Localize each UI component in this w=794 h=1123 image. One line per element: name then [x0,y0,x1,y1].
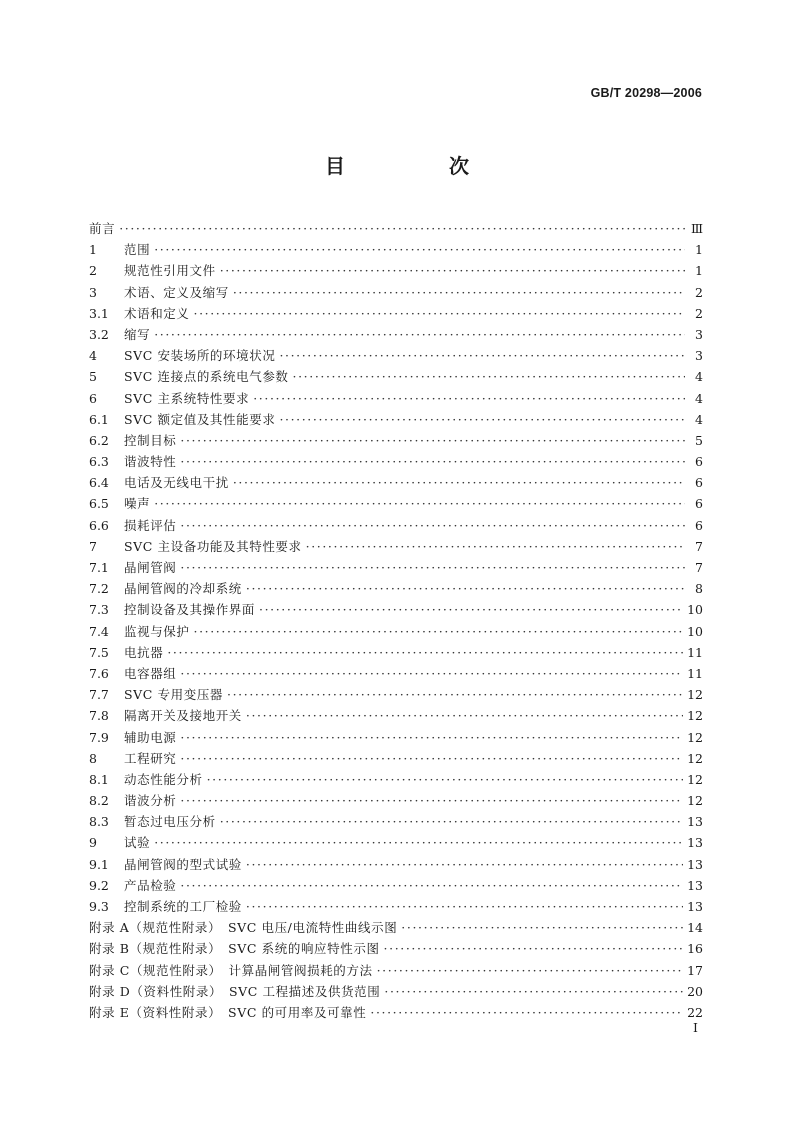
toc-dot-leader [384,938,684,959]
toc-entry-page: 12 [687,729,703,745]
toc-dot-leader [194,621,684,642]
toc-dot-leader [306,536,685,557]
table-of-contents [89,218,703,1023]
toc-entry-title: 控制目标 [124,432,177,448]
toc-dot-leader [246,896,683,917]
toc-entry[interactable] [89,960,703,981]
toc-entry-page: 11 [687,665,703,681]
toc-entry-page: 6 [695,517,703,533]
toc-entry[interactable] [89,515,703,536]
toc-dot-leader [220,811,683,832]
toc-entry-title: 产品检验 [124,877,177,893]
toc-entry-title: 术语、定义及缩写 [124,284,229,300]
toc-entry-page: 8 [695,581,703,597]
standard-code: GB/T 20298—2006 [590,86,702,100]
toc-dot-leader [384,981,683,1002]
toc-dot-leader [370,1002,683,1023]
toc-entry-number: 7.1 [89,560,109,575]
toc-entry-title: 工程研究 [124,750,177,766]
toc-entry-title: 电话及无线电干扰 [124,475,229,491]
toc-entry-number: 3.2 [89,326,109,342]
toc-entry[interactable] [89,684,703,705]
toc-dot-leader [401,917,683,938]
page-number: I [693,1020,698,1035]
toc-entry-title: 规范性引用文件 [124,263,216,279]
toc-entry[interactable] [89,621,703,642]
toc-entry[interactable] [89,663,703,684]
toc-entry[interactable] [89,218,703,239]
toc-entry-page: 13 [687,856,703,872]
toc-entry-page: 4 [695,369,703,385]
toc-entry[interactable] [89,599,703,620]
toc-entry-page: 13 [687,899,703,914]
toc-entry-title: 附录 B（规范性附录） SVC 系统的响应特性示图 [89,941,380,957]
toc-entry[interactable] [89,472,703,493]
toc-entry-page: 12 [687,771,703,787]
toc-dot-leader [220,260,685,281]
toc-entry[interactable] [89,282,703,303]
toc-entry-title: 晶闸管阀 [124,560,177,575]
toc-entry-number: 1 [89,242,97,258]
toc-entry-title: 电容器组 [124,665,177,681]
toc-entry[interactable] [89,1002,703,1023]
toc-entry[interactable] [89,409,703,430]
toc-dot-leader [246,705,683,726]
toc-entry[interactable] [89,790,703,811]
toc-entry-page: 16 [687,941,703,957]
toc-entry-title: 晶闸管阀的冷却系统 [124,581,242,597]
toc-dot-leader [180,663,683,684]
toc-entry-title: 辅助电源 [124,729,177,745]
toc-dot-leader [246,854,683,875]
toc-entry[interactable] [89,896,703,917]
toc-entry-page: 12 [687,750,703,766]
toc-entry-number: 9.3 [89,899,109,914]
toc-dot-leader [180,748,683,769]
toc-entry-title: 术语和定义 [124,305,190,321]
toc-entry-page: 22 [687,1004,703,1020]
toc-dot-leader [293,366,685,387]
toc-entry-title: 噪声 [124,496,151,512]
toc-entry-title: 试验 [124,835,151,851]
toc-entry-number: 3.1 [89,305,109,321]
toc-entry-number: 5 [89,369,97,385]
toc-entry-title: 附录 A（规范性附录） SVC 电压/电流特性曲线示图 [89,920,398,936]
toc-entry-title: SVC 主设备功能及其特性要求 [124,538,302,554]
toc-dot-leader [279,409,685,430]
toc-entry-title: 谐波特性 [124,454,177,470]
toc-entry-title: 附录 C（规范性附录） 计算晶闸管阀损耗的方法 [89,962,373,978]
toc-entry-number: 8.2 [89,793,109,809]
toc-dot-leader [154,493,685,514]
toc-entry[interactable] [89,981,703,1002]
toc-entry[interactable] [89,727,703,748]
toc-entry-title: SVC 专用变压器 [124,687,224,703]
toc-entry-title: 附录 E（资料性附录） SVC 的可用率及可靠性 [89,1004,367,1020]
toc-dot-leader [180,430,685,451]
toc-entry-number: 9 [89,835,97,851]
toc-dot-leader [180,451,685,472]
toc-entry-page: 12 [687,793,703,809]
toc-entry-page: 11 [687,644,703,660]
toc-entry-number: 6.1 [89,411,109,427]
toc-dot-leader [233,282,685,303]
toc-entry-page: 6 [695,496,703,512]
toc-entry-page: 20 [687,983,703,999]
toc-entry-title: SVC 额定值及其性能要求 [124,411,276,427]
toc-entry-title: 前言 [89,221,116,236]
toc-entry[interactable] [89,705,703,726]
toc-entry[interactable] [89,366,703,387]
toc-entry-title: 谐波分析 [124,793,177,809]
toc-entry-number: 7.8 [89,708,109,724]
toc-entry-number: 7.9 [89,729,109,745]
toc-entry-title: 范围 [124,242,151,258]
toc-entry-number: 8.1 [89,771,109,787]
toc-entry[interactable] [89,832,703,853]
toc-entry-number: 2 [89,263,97,279]
toc-entry-title: 电抗器 [124,644,164,660]
toc-entry[interactable] [89,875,703,896]
toc-entry-title: 动态性能分析 [124,771,203,787]
toc-entry-page: 1 [695,242,703,258]
toc-entry-page: 14 [687,920,703,936]
toc-entry-page: 3 [695,348,703,364]
toc-entry-number: 4 [89,348,97,364]
toc-dot-leader [180,875,683,896]
toc-entry-number: 6.5 [89,496,109,512]
toc-entry[interactable] [89,748,703,769]
toc-entry-title: 控制设备及其操作界面 [124,602,256,618]
toc-entry[interactable] [89,345,703,366]
toc-entry-title: 缩写 [124,326,151,342]
toc-entry[interactable] [89,493,703,514]
toc-entry-number: 6 [89,390,97,406]
toc-entry-page: 12 [687,708,703,724]
toc-entry-number: 7.2 [89,581,109,597]
toc-entry-number: 6.4 [89,475,109,491]
toc-dot-leader [279,345,685,366]
toc-entry-number: 7.6 [89,665,109,681]
toc-entry-page: 5 [695,432,703,448]
toc-entry[interactable] [89,303,703,324]
toc-entry[interactable] [89,642,703,663]
toc-dot-leader [154,324,685,345]
toc-entry-page: 17 [687,962,703,978]
toc-entry-page: 10 [687,623,703,639]
toc-entry-number: 7.4 [89,623,109,639]
toc-dot-leader [167,642,683,663]
toc-entry-page: 4 [695,390,703,406]
toc-dot-leader [180,557,685,578]
toc-entry[interactable] [89,854,703,875]
toc-entry-number: 6.2 [89,432,109,448]
toc-entry-number: 7.7 [89,687,109,703]
toc-entry-number: 7.5 [89,644,109,660]
toc-entry-title: 损耗评估 [124,517,177,533]
toc-dot-leader [154,239,685,260]
toc-dot-leader [233,472,685,493]
toc-entry[interactable] [89,769,703,790]
toc-entry-title: 隔离开关及接地开关 [124,708,242,724]
toc-entry-title: 附录 D（资料性附录） SVC 工程描述及供货范围 [89,983,381,999]
toc-entry[interactable] [89,324,703,345]
toc-entry[interactable] [89,811,703,832]
toc-entry-page: 2 [695,284,703,300]
toc-entry-page: 6 [695,454,703,470]
toc-entry-page: 10 [687,602,703,618]
toc-entry-page: 13 [687,835,703,851]
toc-dot-leader [180,515,685,536]
toc-entry-page: Ⅲ [690,221,703,236]
toc-entry-number: 8 [89,750,97,766]
toc-dot-leader [119,218,685,239]
toc-entry[interactable] [89,938,703,959]
toc-entry-number: 6.6 [89,517,109,533]
toc-entry-title: SVC 安装场所的环境状况 [124,348,276,364]
toc-entry-page: 13 [687,877,703,893]
toc-entry-number: 9.1 [89,856,109,872]
toc-entry-title: 控制系统的工厂检验 [124,899,242,914]
toc-entry-title: 暂态过电压分析 [124,814,216,830]
toc-entry-number: 7.3 [89,602,109,618]
toc-entry[interactable] [89,430,703,451]
toc-entry-page: 2 [695,305,703,321]
toc-dot-leader [259,599,683,620]
toc-entry-page: 12 [687,687,703,703]
toc-entry[interactable] [89,578,703,599]
toc-entry[interactable] [89,917,703,938]
toc-entry[interactable] [89,260,703,281]
toc-entry-page: 3 [695,326,703,342]
toc-dot-leader [194,303,685,324]
toc-dot-leader [253,388,685,409]
toc-entry[interactable] [89,451,703,472]
toc-entry-number: 8.3 [89,814,109,830]
toc-dot-leader [227,684,683,705]
toc-entry-page: 6 [695,475,703,491]
toc-entry-page: 7 [695,560,703,575]
toc-entry-page: 13 [687,814,703,830]
toc-dot-leader [246,578,685,599]
toc-entry-number: 3 [89,284,97,300]
toc-entry-page: 4 [695,411,703,427]
toc-entry-title: 监视与保护 [124,623,190,639]
toc-entry[interactable] [89,239,703,260]
toc-dot-leader [207,769,683,790]
toc-entry-number: 6.3 [89,454,109,470]
toc-entry-title: SVC 主系统特性要求 [124,390,250,406]
toc-entry[interactable] [89,536,703,557]
toc-dot-leader [377,960,684,981]
toc-entry-title: SVC 连接点的系统电气参数 [124,369,289,385]
toc-entry[interactable] [89,388,703,409]
toc-entry-number: 7 [89,538,97,554]
toc-entry-page: 7 [695,538,703,554]
page-title: 目 次 [325,154,511,178]
toc-entry-title: 晶闸管阀的型式试验 [124,856,242,872]
toc-dot-leader [180,790,683,811]
toc-entry-page: 1 [695,263,703,279]
toc-dot-leader [154,832,683,853]
toc-dot-leader [180,727,683,748]
toc-entry-number: 9.2 [89,877,109,893]
toc-entry[interactable] [89,557,703,578]
